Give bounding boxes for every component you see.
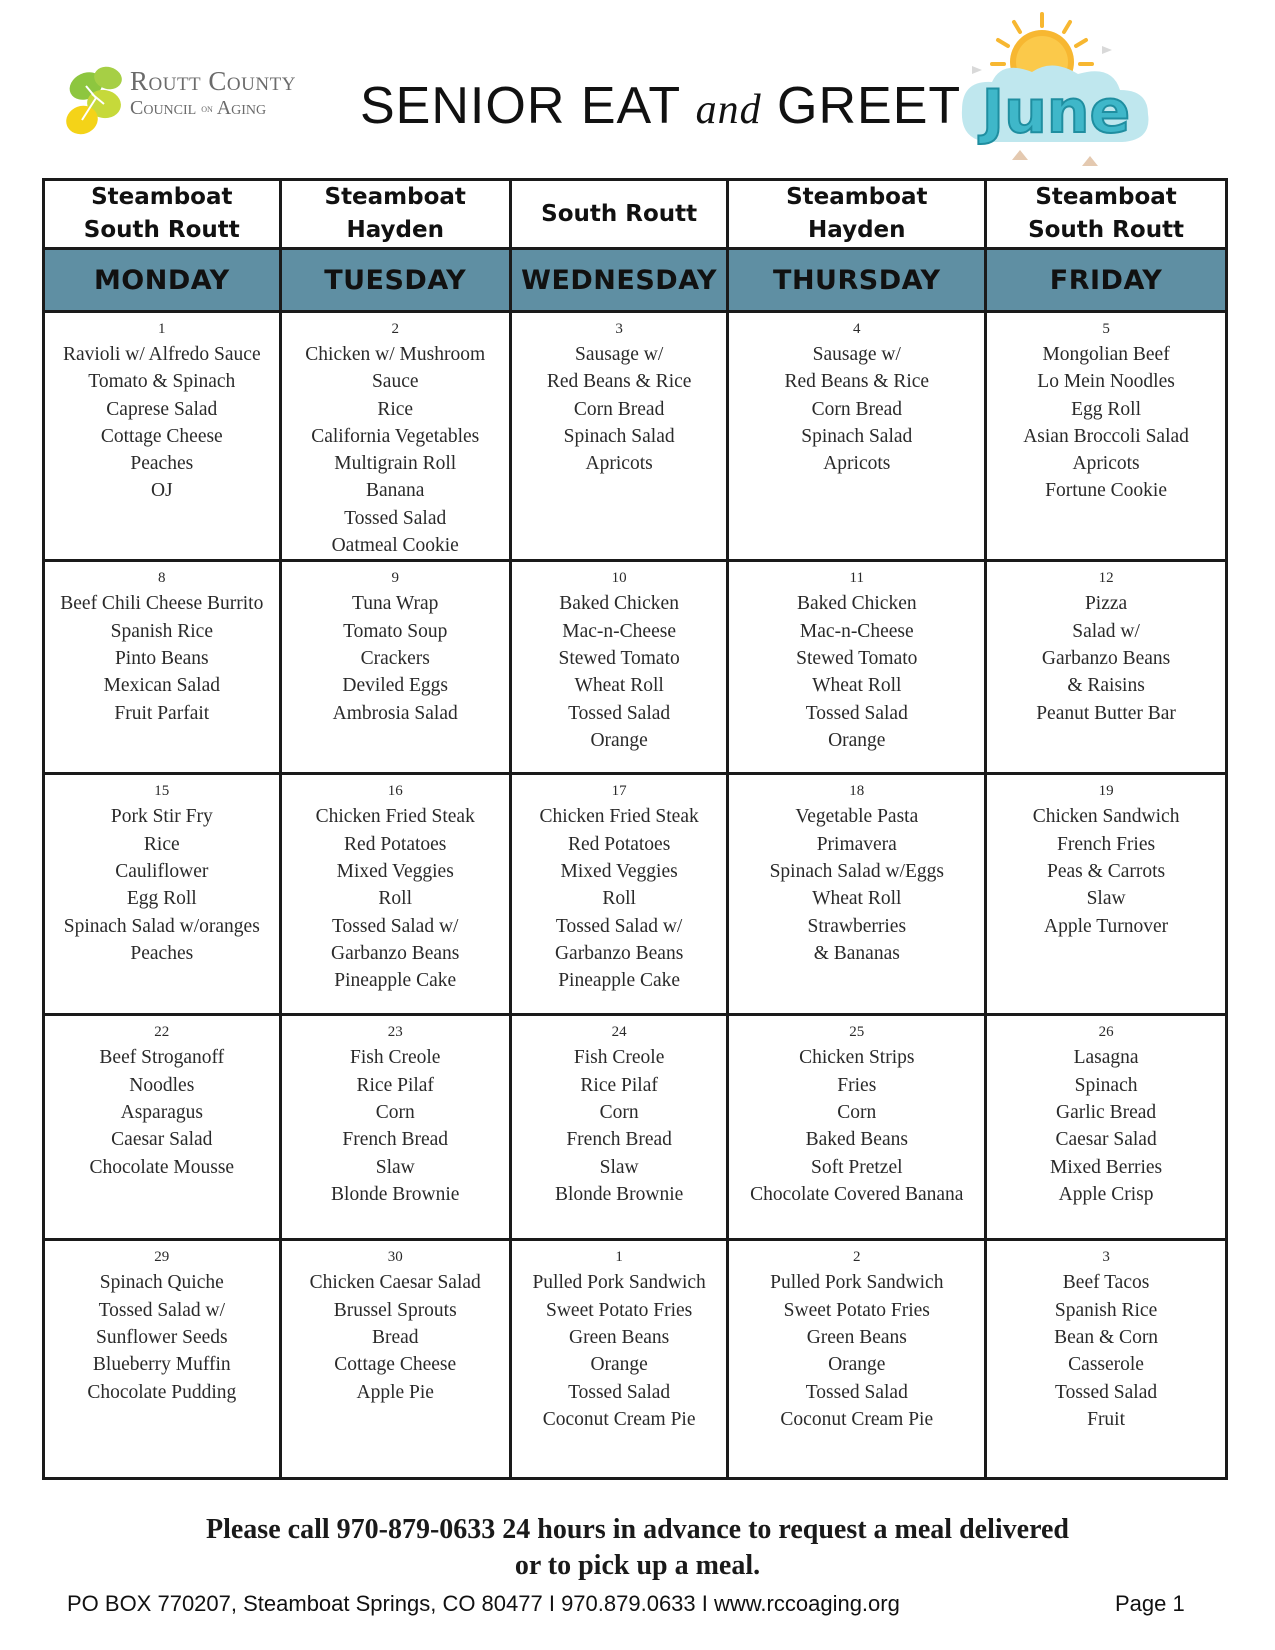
call-instructions <box>0 1512 1275 1584</box>
date-number: 5 <box>1102 321 1110 337</box>
menu-item: Corn Bread <box>573 398 665 420</box>
menu-item: Sauce <box>371 371 419 393</box>
date-number: 12 <box>1098 570 1114 587</box>
menu-item: Roll <box>602 888 636 910</box>
menu-item: Baked Beans <box>805 1129 908 1151</box>
menu-item: Rice <box>377 398 414 420</box>
menu-item: Caesar Salad <box>111 1129 213 1151</box>
menu-item: Sausage w/ <box>574 344 664 365</box>
day-cell <box>280 561 510 774</box>
menu-item: Corn <box>375 1101 415 1123</box>
day-cell <box>280 774 510 1015</box>
menu-item: Red Potatoes <box>344 833 447 855</box>
menu-item: Pizza <box>1084 593 1128 615</box>
menu-item: Peaches <box>130 942 194 964</box>
menu-item: Tuna Wrap <box>352 593 439 615</box>
day-cell <box>728 1240 986 1479</box>
date-number: 4 <box>853 321 861 337</box>
menu-item: Mac-n-Cheese <box>799 620 914 642</box>
call-instructions-line-1: Please call 970-879-0633 24 hours in advance to request a meal delivered <box>206 1514 1069 1545</box>
menu-item: Fish Creole <box>349 1047 441 1069</box>
location-header-friday: Steamboat South Routt <box>986 180 1227 249</box>
location-header-tuesday: Steamboat Hayden <box>280 180 510 249</box>
menu-item: Beef Tacos <box>1062 1272 1150 1294</box>
menu-item: Mixed Veggies <box>336 860 454 882</box>
menu-item: Green Beans <box>806 1326 907 1348</box>
menu-item: Soft Pretzel <box>811 1156 903 1178</box>
week-row <box>44 312 1227 561</box>
menu-item: Beef Stroganoff <box>99 1047 225 1069</box>
date-number: 15 <box>154 783 170 800</box>
menu-item: Lo Mein Noodles <box>1037 371 1175 393</box>
menu-item: Tomato & Spinach <box>88 371 236 393</box>
menu-item: Garbanzo Beans <box>331 942 460 964</box>
menu-item: Banana <box>365 480 425 502</box>
date-number: 2 <box>853 1249 861 1266</box>
menu-item: Brussel Sprouts <box>333 1299 457 1321</box>
day-cell <box>728 774 986 1015</box>
menu-item: Apricots <box>1072 453 1140 475</box>
menu-item: Sweet Potato Fries <box>783 1299 930 1321</box>
menu-item: Mexican Salad <box>103 675 220 697</box>
date-number: 29 <box>154 1249 170 1266</box>
menu-item: Peas & Carrots <box>1047 860 1166 882</box>
weekday-tuesday: TUESDAY <box>280 249 510 312</box>
date-number: 19 <box>1098 783 1114 800</box>
menu-item: Stewed Tomato <box>796 647 918 669</box>
week-row <box>44 774 1227 1015</box>
date-number: 23 <box>387 1024 403 1041</box>
week-row <box>44 1015 1227 1240</box>
menu-item: Chicken Caesar Salad <box>309 1272 481 1294</box>
menu-item: Crackers <box>360 647 430 669</box>
menu-item: Roll <box>378 888 413 910</box>
day-cell <box>728 1015 986 1240</box>
menu-item: Chocolate Pudding <box>87 1381 237 1403</box>
menu-item: Stewed Tomato <box>558 647 680 669</box>
menu-item: Pineapple Cake <box>334 970 457 992</box>
location-header-thursday: Steamboat Hayden <box>728 180 986 249</box>
menu-item: Corn Bread <box>811 398 902 420</box>
menu-item: Apple Turnover <box>1044 915 1169 937</box>
weekday-friday: FRIDAY <box>986 249 1227 312</box>
day-cell <box>510 561 728 774</box>
menu-item: Bean & Corn <box>1054 1326 1159 1348</box>
location-header-row <box>44 180 1227 249</box>
menu-item: Tossed Salad w/ <box>98 1299 226 1321</box>
menu-item: French Fries <box>1057 833 1156 855</box>
menu-item: Tomato Soup <box>343 620 448 642</box>
day-cell <box>280 1240 510 1479</box>
menu-item: Slaw <box>1086 888 1126 910</box>
menu-item: Primavera <box>816 833 897 855</box>
menu-item: Wheat Roll <box>812 888 902 910</box>
menu-item: Spanish Rice <box>1054 1299 1158 1321</box>
menu-item: Red Beans & Rice <box>784 371 930 393</box>
menu-item: Fries <box>837 1074 877 1096</box>
menu-item: Multigrain Roll <box>334 453 457 475</box>
meal-calendar-table <box>42 178 1228 1480</box>
date-number: 25 <box>849 1024 865 1041</box>
menu-item: Bread <box>371 1326 419 1348</box>
menu-item: French Bread <box>566 1129 672 1151</box>
day-cell <box>44 312 281 561</box>
menu-item: Chicken Fried Steak <box>315 806 475 828</box>
date-number: 9 <box>391 570 399 587</box>
menu-item: Mac-n-Cheese <box>562 620 676 642</box>
menu-item: Tossed Salad <box>568 1381 671 1403</box>
menu-item: OJ <box>150 480 173 502</box>
date-number: 8 <box>158 570 166 587</box>
menu-item: Tossed Salad <box>568 702 671 724</box>
menu-item: Baked Chicken <box>559 593 679 615</box>
menu-item: Coconut Cream Pie <box>780 1408 934 1430</box>
menu-item: Spinach <box>1074 1074 1138 1096</box>
date-number: 10 <box>611 570 627 587</box>
menu-item: Pulled Pork Sandwich <box>532 1272 706 1294</box>
menu-item: Orange <box>828 729 886 751</box>
date-number: 3 <box>615 321 623 337</box>
day-cell <box>986 561 1227 774</box>
menu-item: Red Beans & Rice <box>546 371 692 393</box>
weekday-thursday: THURSDAY <box>728 249 986 312</box>
contact-address: PO BOX 770207, Steamboat Springs, CO 80477 I 970.879.0633 I www.rccoaging.org <box>67 1591 900 1616</box>
date-number: 17 <box>611 783 627 800</box>
menu-item: French Bread <box>342 1129 449 1151</box>
menu-item: Chicken Strips <box>799 1047 915 1069</box>
date-number: 16 <box>387 783 403 800</box>
menu-item: Pineapple Cake <box>558 970 681 992</box>
day-cell <box>986 1015 1227 1240</box>
menu-item: California Vegetables <box>311 425 480 447</box>
week-row <box>44 1240 1227 1479</box>
day-cell <box>44 774 281 1015</box>
menu-item: Coconut Cream Pie <box>542 1408 696 1430</box>
menu-item: Lasagna <box>1073 1047 1139 1069</box>
day-cell <box>280 312 510 561</box>
menu-item: Fish Creole <box>573 1047 665 1069</box>
menu-item: Chicken Fried Steak <box>539 806 699 828</box>
date-number: 30 <box>387 1249 403 1266</box>
menu-item: Orange <box>828 1354 886 1376</box>
menu-item: Cauliflower <box>115 860 209 882</box>
date-number: 1 <box>158 321 166 337</box>
menu-item: Garlic Bread <box>1055 1101 1157 1123</box>
logo-line-2: Council on Aging <box>130 97 267 119</box>
menu-item: Corn <box>599 1101 639 1123</box>
menu-item: Deviled Eggs <box>342 675 449 697</box>
menu-item: Pinto Beans <box>114 647 209 669</box>
menu-item: & Raisins <box>1067 675 1145 697</box>
menu-item: Egg Roll <box>126 888 197 910</box>
menu-item: Fortune Cookie <box>1045 480 1167 502</box>
call-instructions-line-2: or to pick up a meal. <box>514 1550 761 1581</box>
menu-item: Mixed Berries <box>1050 1156 1163 1178</box>
date-number: 24 <box>611 1024 627 1041</box>
location-header-monday: Steamboat South Routt <box>44 180 281 249</box>
menu-item: Tossed Salad <box>1055 1381 1158 1403</box>
menu-item: Rice <box>143 833 180 855</box>
menu-item: Cottage Cheese <box>334 1354 457 1376</box>
date-number: 1 <box>615 1249 623 1266</box>
menu-item: Vegetable Pasta <box>795 806 919 828</box>
menu-item: Caprese Salad <box>106 398 218 420</box>
menu-item: Spinach Quiche <box>99 1272 224 1294</box>
day-cell <box>510 1015 728 1240</box>
date-number: 26 <box>1098 1024 1114 1041</box>
weekday-wednesday: WEDNESDAY <box>510 249 728 312</box>
council-on-aging-logo <box>66 64 306 144</box>
menu-item: Mixed Veggies <box>560 860 678 882</box>
menu-item: Caesar Salad <box>1055 1129 1157 1151</box>
menu-item: Tossed Salad w/ <box>331 915 459 937</box>
menu-item: Blueberry Muffin <box>92 1354 231 1376</box>
menu-item: Chocolate Mousse <box>89 1156 235 1178</box>
menu-item: Egg Roll <box>1071 398 1142 420</box>
weekday-header-row <box>44 249 1227 312</box>
menu-item: Spanish Rice <box>110 620 213 642</box>
menu-item: Garbanzo Beans <box>554 942 684 964</box>
menu-item: Fruit Parfait <box>114 702 210 724</box>
menu-item: Strawberries <box>807 915 907 937</box>
menu-item: Blonde Brownie <box>331 1183 460 1205</box>
menu-item: Beef Chili Cheese Burrito <box>60 593 264 615</box>
menu-item: Slaw <box>599 1156 639 1178</box>
menu-item: Chicken Sandwich <box>1032 806 1180 828</box>
menu-item: Corn <box>837 1101 877 1123</box>
menu-item: Chicken w/ Mushroom <box>305 344 486 365</box>
date-number: 11 <box>849 570 864 587</box>
date-number: 18 <box>849 783 865 800</box>
menu-item: Spinach Salad <box>801 425 913 447</box>
day-cell <box>510 312 728 561</box>
menu-item: Cottage Cheese <box>100 425 223 447</box>
menu-item: Rice Pilaf <box>356 1074 434 1096</box>
menu-item: Apricots <box>585 453 653 475</box>
day-cell <box>986 774 1227 1015</box>
day-cell <box>280 1015 510 1240</box>
aspen-leaves-icon <box>66 64 128 142</box>
day-cell <box>986 1240 1227 1479</box>
menu-item: Rice Pilaf <box>580 1074 658 1096</box>
menu-item: Garbanzo Beans <box>1041 647 1171 669</box>
date-number: 22 <box>154 1024 170 1041</box>
weekday-monday: MONDAY <box>44 249 281 312</box>
week-row <box>44 561 1227 774</box>
menu-item: & Bananas <box>813 942 900 964</box>
menu-item: Noodles <box>129 1074 195 1096</box>
menu-item: Asparagus <box>120 1101 203 1123</box>
menu-item: Tossed Salad <box>805 702 908 724</box>
page-number: Page 1 <box>1115 1591 1185 1616</box>
menu-item: Peanut Butter Bar <box>1036 702 1176 724</box>
menu-item: Apricots <box>823 453 891 475</box>
menu-item: Blonde Brownie <box>554 1183 684 1205</box>
menu-item: Sunflower Seeds <box>95 1326 228 1348</box>
menu-item: Wheat Roll <box>574 675 664 697</box>
menu-item: Ravioli w/ Alfredo Sauce <box>62 344 261 365</box>
day-cell <box>986 312 1227 561</box>
date-number: 2 <box>391 321 399 337</box>
june-month-badge <box>952 10 1168 178</box>
menu-item: Apple Pie <box>356 1381 434 1403</box>
menu-item: Pork Stir Fry <box>110 806 213 828</box>
menu-item: Oatmeal Cookie <box>331 535 459 557</box>
menu-item: Pulled Pork Sandwich <box>770 1272 944 1294</box>
day-cell <box>510 1240 728 1479</box>
day-cell <box>44 561 281 774</box>
menu-item: Orange <box>590 729 648 751</box>
logo-wordmark <box>130 68 296 118</box>
menu-item: Spinach Salad w/Eggs <box>769 860 944 882</box>
page-title: SENIOR EAT and GREET <box>360 77 962 135</box>
date-number: 3 <box>1102 1249 1110 1266</box>
menu-item: Mongolian Beef <box>1042 344 1170 365</box>
day-cell <box>44 1240 281 1479</box>
menu-item: Baked Chicken <box>796 593 917 615</box>
menu-item: Chocolate Covered Banana <box>750 1183 964 1205</box>
menu-item: Wheat Roll <box>812 675 902 697</box>
logo-line-1: Routt County <box>130 66 296 96</box>
menu-item: Green Beans <box>569 1326 670 1348</box>
june-text: June <box>981 77 1131 147</box>
menu-item: Sweet Potato Fries <box>546 1299 693 1321</box>
menu-item: Peaches <box>130 453 194 475</box>
menu-item: Casserole <box>1068 1354 1144 1376</box>
location-header-wednesday: South Routt <box>510 180 728 249</box>
menu-item: Spinach Salad <box>563 425 675 447</box>
menu-item: Tossed Salad <box>344 507 447 529</box>
menu-item: Fruit <box>1087 1408 1126 1430</box>
day-cell <box>510 774 728 1015</box>
menu-item: Spinach Salad w/oranges <box>63 915 260 937</box>
menu-item: Apple Crisp <box>1058 1183 1154 1205</box>
day-cell <box>728 561 986 774</box>
day-cell <box>728 312 986 561</box>
menu-item: Tossed Salad <box>805 1381 908 1403</box>
menu-item: Sausage w/ <box>812 344 901 365</box>
menu-item: Orange <box>590 1354 648 1376</box>
menu-item: Tossed Salad w/ <box>555 915 683 937</box>
menu-item: Ambrosia Salad <box>332 702 458 724</box>
menu-item: Slaw <box>375 1156 415 1178</box>
menu-item: Red Potatoes <box>567 833 671 855</box>
day-cell <box>44 1015 281 1240</box>
menu-item: Asian Broccoli Salad <box>1023 425 1189 447</box>
menu-item: Salad w/ <box>1072 620 1140 642</box>
